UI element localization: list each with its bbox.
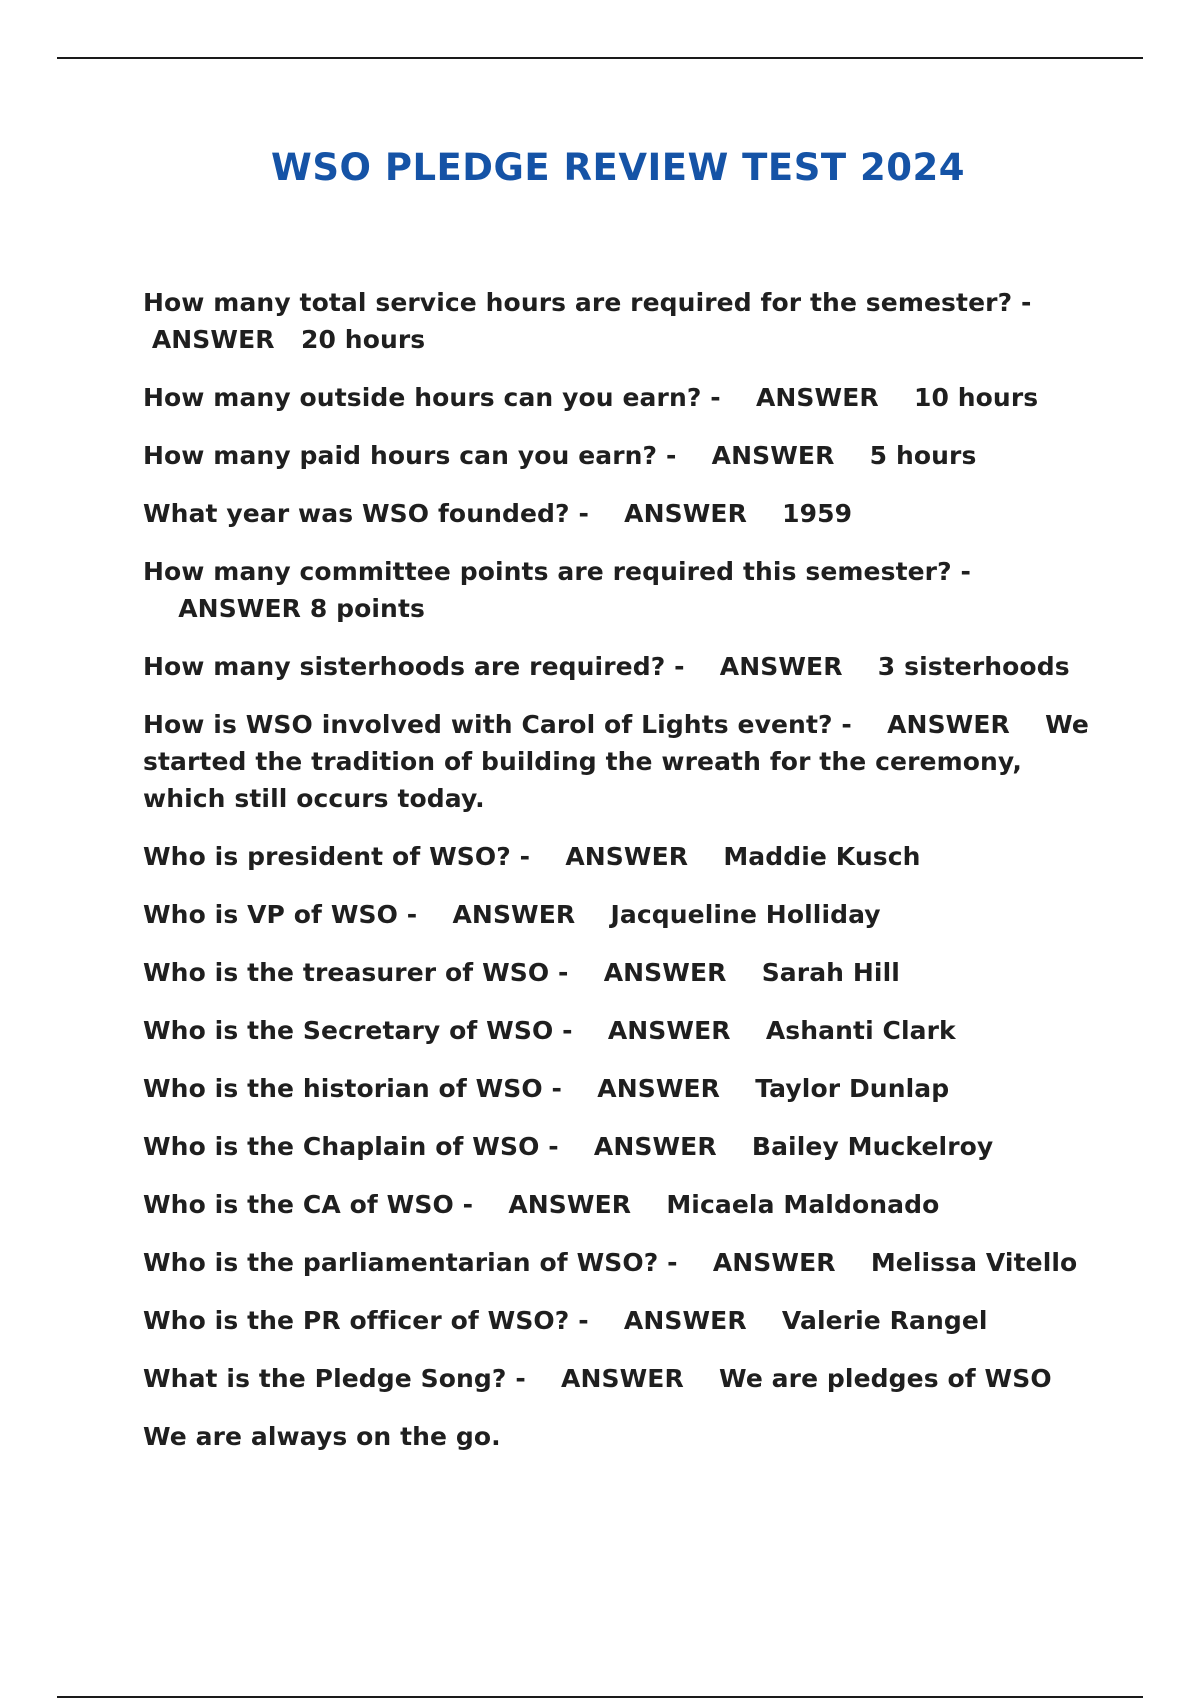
answer-label: ANSWER [624,499,747,528]
answer-label: ANSWER [607,1016,731,1045]
bottom-rule [57,1696,1143,1698]
answer-text: 10 hours [913,383,1039,412]
closing-line: We are always on the go. [143,1422,501,1451]
qa-item [143,896,1093,933]
qa-item [143,495,1093,532]
qa-item [143,648,1093,685]
question-text: Who is the historian of WSO - [143,1074,563,1103]
answer-label: ANSWER [178,594,301,623]
qa-list [143,284,1093,1476]
qa-item [143,1244,1093,1281]
question-text: Who is the parliamentarian of WSO? - [143,1248,678,1277]
question-text: Who is the CA of WSO - [143,1190,474,1219]
qa-item [143,284,1093,358]
qa-item [143,1360,1093,1397]
qa-item [143,379,1093,416]
answer-label: ANSWER [561,1364,684,1393]
qa-item [143,706,1093,817]
answer-text: 5 hours [869,441,977,470]
page-title: WSO PLEDGE REVIEW TEST 2024 [271,146,965,189]
answer-label: ANSWER [719,652,843,681]
question-text: How is WSO involved with Carol of Lights event? - [143,710,852,739]
qa-item [143,838,1093,875]
question-text: What year was WSO founded? - [143,499,589,528]
answer-text: Micaela Maldonado [666,1190,940,1219]
question-text: Who is the Chaplain of WSO - [143,1132,559,1161]
answer-text: Maddie Kusch [723,842,921,871]
answer-text: Jacqueline Holliday [610,900,881,929]
question-text: Who is president of WSO? - [143,842,531,871]
answer-text: Valerie Rangel [781,1306,988,1335]
answer-label: ANSWER [597,1074,721,1103]
question-text: Who is the treasurer of WSO - [143,958,569,987]
answer-text: We started the tradition of building the wreath for the ceremony, which still occurs today. [143,710,1089,813]
answer-label: ANSWER [603,958,727,987]
answer-text: 1959 [782,499,853,528]
answer-label: ANSWER [565,842,689,871]
answer-label: ANSWER [508,1190,632,1219]
qa-item [143,437,1093,474]
answer-label: ANSWER [755,383,879,412]
answer-label: ANSWER [712,1248,836,1277]
qa-item [143,1186,1093,1223]
answer-label: ANSWER [711,441,835,470]
question-text: How many committee points are required this semester? - [143,557,971,586]
answer-text: Sarah Hill [761,958,900,987]
answer-text: 8 points [309,594,425,623]
answer-text: 20 hours [301,325,426,354]
answer-text: Bailey Muckelroy [751,1132,994,1161]
answer-label: ANSWER [887,710,1010,739]
qa-item [143,1070,1093,1107]
question-text: Who is VP of WSO - [143,900,418,929]
qa-item [143,1128,1093,1165]
answer-label: ANSWER [452,900,576,929]
qa-item [143,553,1093,627]
answer-text: Taylor Dunlap [755,1074,950,1103]
qa-item [143,1302,1093,1339]
qa-item [143,954,1093,991]
top-rule [57,57,1143,59]
answer-text: Ashanti Clark [765,1016,956,1045]
question-text: How many paid hours can you earn? - [143,441,677,470]
question-text: How many total service hours are required for the semester? - [143,288,1032,317]
question-text: How many outside hours can you earn? - [143,383,721,412]
question-text: Who is the PR officer of WSO? - [143,1306,589,1335]
answer-text: 3 sisterhoods [877,652,1070,681]
question-text: Who is the Secretary of WSO - [143,1016,573,1045]
answer-label: ANSWER [623,1306,747,1335]
answer-text: Melissa Vitello [870,1248,1078,1277]
question-text: How many sisterhoods are required? - [143,652,685,681]
answer-text: We are pledges of WSO [719,1364,1052,1393]
answer-label: ANSWER [593,1132,717,1161]
answer-label: ANSWER [151,325,275,354]
qa-item [143,1012,1093,1049]
question-text: What is the Pledge Song? - [143,1364,526,1393]
